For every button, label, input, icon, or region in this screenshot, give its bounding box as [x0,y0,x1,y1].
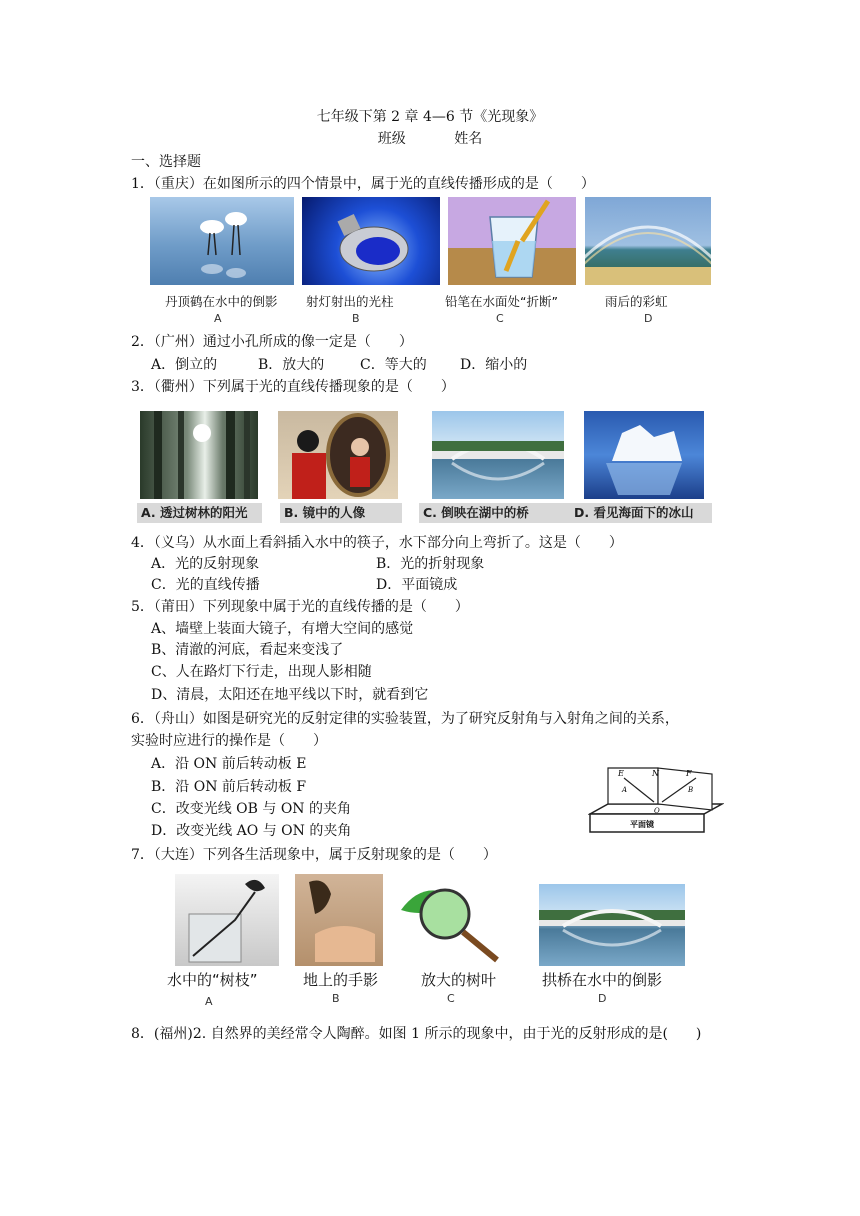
arch-bridge-icon [539,884,685,966]
spotlight-icon [302,197,440,285]
question-7-stem: 7．（大连）下列各生活现象中，属于反射现象的是（ ） [131,847,497,863]
question-4-stem: 4．（义乌）从水面上看斜插入水中的筷子，水下部分向上弯折了。这是（ ） [131,535,623,551]
q5-option-b: B、清澈的河底，看起来变浅了 [151,642,344,658]
class-label: 班级 [377,131,406,147]
bridge-reflection-image [432,411,564,499]
label-b: B [688,786,694,794]
q1-caption-a: 丹顶鹤在水中的倒影 [165,294,278,309]
q1-letter-d: D [644,312,653,325]
reflection-apparatus-icon [588,764,724,840]
q5-option-d: D、清晨，太阳还在地平线以下时，就看到它 [151,687,429,703]
spotlight-image [302,197,440,285]
rainbow-icon [585,197,711,285]
mirror-person-image [278,411,398,499]
q1-caption-c: 铅笔在水面处“折断” [445,294,558,309]
reflection-experiment-figure [588,764,724,840]
class-name-line [0,130,860,148]
question-3-stem: 3．（衢州）下列属于光的直线传播现象的是（ ） [131,379,455,395]
section-heading: 一、选择题 [131,154,201,170]
q7-letter-b: B [332,992,340,1005]
q2-option-b: B．放大的 [258,357,325,373]
q1-letter-a: A [214,312,222,325]
q4-option-a: A．光的反射现象 [151,556,260,572]
pencil-in-water-image [448,197,576,285]
q6-option-d: D．改变光线 AO 与 ON 的夹角 [151,823,352,839]
q6-option-b: B．沿 ON 前后转动板 F [151,779,307,795]
q7-caption-b: 地上的手影 [303,971,379,989]
crane-icon [150,197,294,285]
tree-rays-icon [140,411,258,499]
branch-in-water-image [175,874,279,966]
q3-caption-b: B. 镜中的人像 [280,503,402,523]
q6-option-a: A．沿 ON 前后转动板 E [151,756,307,772]
forest-sunlight-image [140,411,258,499]
iceberg-icon [584,411,704,499]
q1-caption-d: 雨后的彩虹 [605,294,668,309]
q2-option-d: D．缩小的 [460,357,528,373]
page-title: 七年级下第 2 章 4—6 节《光现象》 [316,109,544,125]
q1-caption-b: 射灯射出的光柱 [306,294,394,309]
q1-letter-b: B [352,312,360,325]
q4-option-c: C．光的直线传播 [151,577,260,593]
q5-option-c: C、人在路灯下行走，出现人影相随 [151,664,372,680]
pencil-glass-icon [448,197,576,285]
label-f: F [686,769,692,778]
label-n: N [652,769,659,778]
q7-caption-a: 水中的“树枝” [167,971,258,989]
mirror-icon [278,411,398,499]
q7-letter-c: C [447,992,455,1005]
name-label: 姓名 [454,131,483,147]
crane-reflection-image [150,197,294,285]
q7-letter-d: D [598,992,607,1005]
q7-caption-c: 放大的树叶 [421,971,497,989]
label-o: O [654,807,660,815]
q4-option-b: B．光的折射现象 [376,556,485,572]
glass-branch-icon [175,874,279,966]
rainbow-image [585,197,711,285]
q2-option-c: C．等大的 [360,357,427,373]
bridge-icon [432,411,564,499]
hand-icon [295,874,383,966]
q6-option-c: C．改变光线 OB 与 ON 的夹角 [151,801,352,817]
q3-caption-d: D. 看见海面下的冰山 [570,503,712,523]
label-a: A [622,786,628,794]
q4-option-d: D．平面镜成 [376,577,458,593]
hand-shadow-image [295,874,383,966]
q5-option-a: A、墙壁上装面大镜子，有增大空间的感觉 [151,621,414,637]
question-6-stem-line2: 实验时应进行的操作是（ ） [131,733,327,749]
arch-bridge-reflection-image [539,884,685,966]
q7-caption-d: 拱桥在水中的倒影 [542,971,663,989]
q1-letter-c: C [496,312,504,325]
q3-caption-a: A. 透过树林的阳光 [137,503,262,523]
q7-letter-a: A [205,995,213,1008]
question-6-stem-line1: 6．（舟山）如图是研究光的反射定律的实验装置，为了研究反射角与入射角之间的关系， [131,711,679,727]
question-8-stem: 8．(福州)2. 自然界的美经常令人陶醉。如图 1 所示的现象中，由于光的反射形成的是( ) [131,1026,702,1042]
question-5-stem: 5．（莆田）下列现象中属于光的直线传播的是（ ） [131,599,469,615]
q3-caption-c: C. 倒映在湖中的桥 [419,503,570,523]
label-e: E [618,769,624,778]
q2-option-a: A．倒立的 [151,357,218,373]
iceberg-image [584,411,704,499]
label-mirror: 平面镜 [630,820,654,829]
question-1-stem: 1．（重庆）在如图所示的四个情景中，属于光的直线传播形成的是（ ） [131,176,595,192]
magnifier-icon [393,880,509,966]
question-2-stem: 2．（广州）通过小孔所成的像一定是（ ） [131,334,413,350]
magnifier-leaf-image [393,880,509,966]
